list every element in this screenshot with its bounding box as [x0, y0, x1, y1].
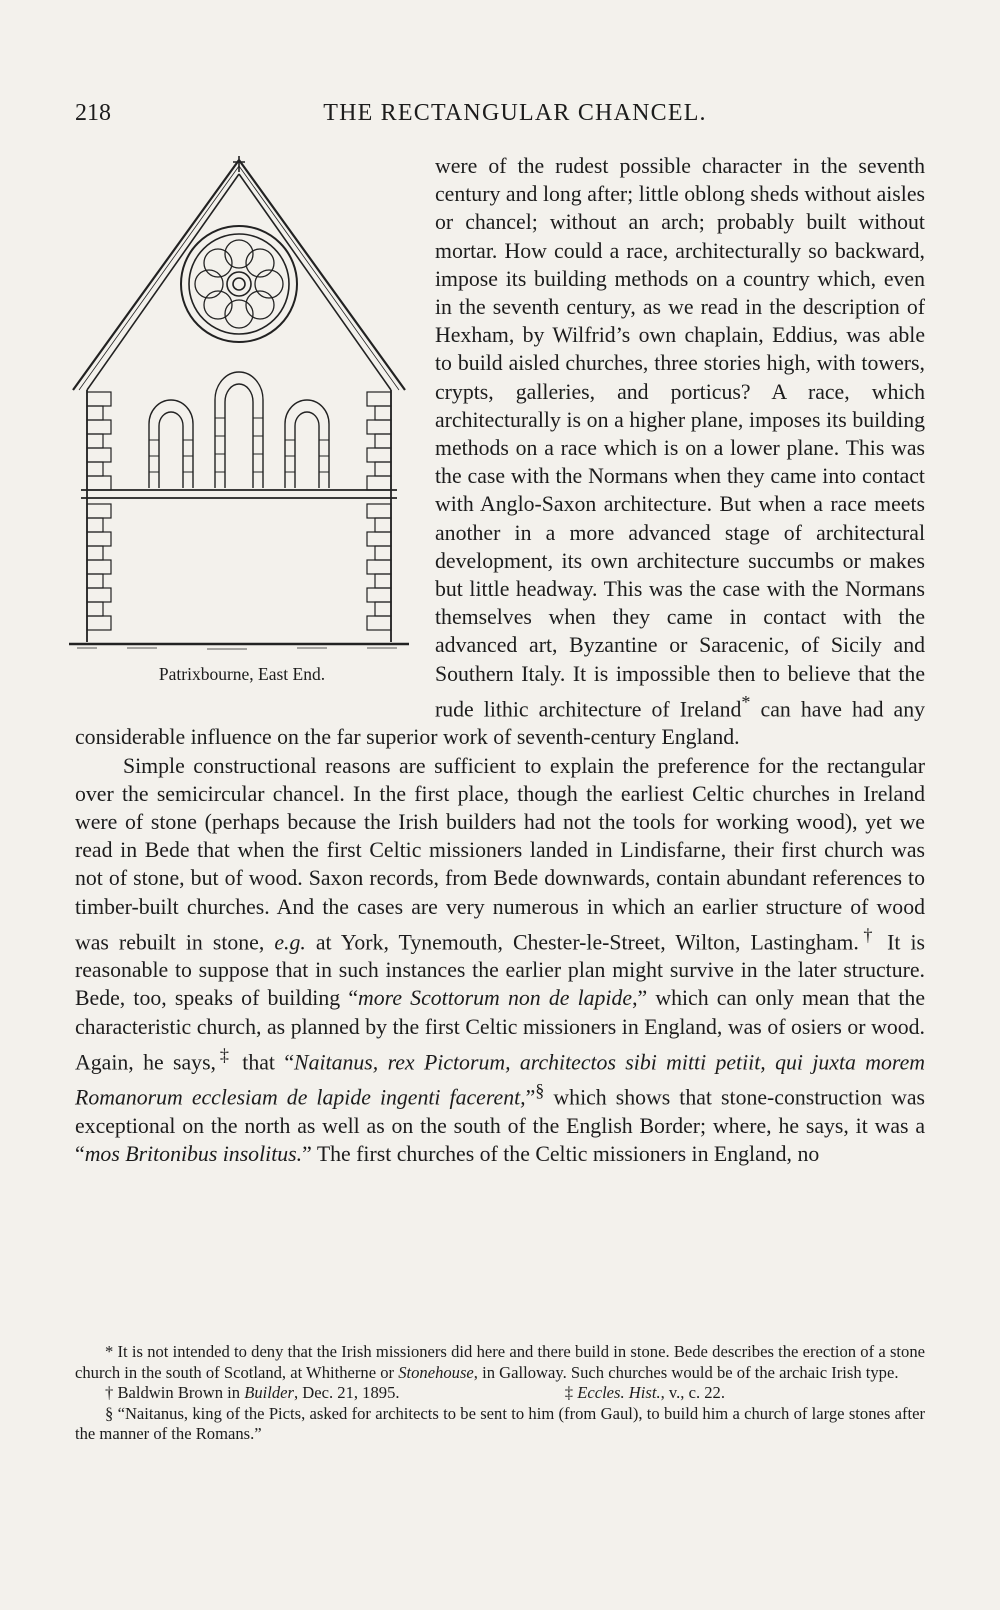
running-title: THE RECTANGULAR CHANCEL. [323, 100, 707, 126]
footnote-3-text-b: , v., c. 22. [660, 1383, 725, 1402]
body-text [75, 152, 925, 1168]
footnote-1-text-b: , in Galloway. Such churches would be of the archaic Irish type. [473, 1362, 899, 1382]
footnote-1 [75, 1342, 925, 1383]
footnote-2-text-a: † Baldwin Brown in [105, 1383, 245, 1402]
page-number: 218 [75, 100, 111, 126]
figure-patrixbourne [67, 152, 417, 692]
footnote-mark-section: § [535, 1080, 545, 1101]
paragraph-1 [75, 152, 925, 752]
footnote-3 [565, 1383, 925, 1404]
running-head [75, 100, 925, 136]
footnotes [75, 1342, 925, 1445]
footnote-1-italic: Stonehouse [398, 1362, 474, 1382]
paragraph-2-text-d: ,” which can only mean that the characteristic church, as planned by the first Celtic missioners in England, was of osiers or wood. Again, he says, [75, 986, 926, 1075]
paragraph-2 [75, 752, 925, 1169]
footnote-row-2-3 [75, 1383, 925, 1404]
paragraph-2-text-h: ” The first churches of the Celtic missioners in England, no [302, 1141, 820, 1166]
figure-caption: Patrixbourne, East End. [158, 664, 326, 684]
footnote-2-text-b: , Dec. 21, 1895. [293, 1383, 400, 1402]
footnote-mark-asterisk: * [741, 691, 751, 712]
paragraph-2-text-f: ” [525, 1085, 536, 1110]
paragraph-2-text-c: It is reasonable to suppose that in such instances the earlier plan might survive in the later structure. Bede, too, speaks of building “ [75, 930, 925, 1011]
paragraph-1-text: were of the rudest possible character in the seventh century and long after; little oblong sheds without aisles or chancel; without an arch; probably built without mortar. How could a race, architecturally so backward, impose its building methods on a country which, even in the seventh century, as we read in the description of Hexham, by Wilfrid’s own chaplain, Eddius, was able to build aisled churches, three stories high, with towers, crypts, galleries, and porticus? A race, which architecturally is on a higher plane, imposes its building methods on a race which is on a lower plane. This was the case with the Normans when they came into contact with Anglo-Saxon architecture. But when a race meets another in a more advanced stage of architectural development, its own architecture succumbs or makes but little headway. This was the case with the Normans themselves when they came in contact with the advanced art, Byzantine or Saracenic, of Sicily and Southern Italy. It is impossible then to believe that the rude lithic architecture of Ireland [435, 154, 925, 722]
paragraph-2-text-g: which shows that stone-construction was exceptional on the north as well as on the south of the English Border; where, he says, it was a “ [75, 1085, 925, 1166]
footnote-mark-double-dagger: ‡ [216, 1044, 233, 1065]
footnote-4: § “Naitanus, king of the Picts, asked for architects to be sent to him (from Gaul), to build him a church of large stones after the manner of the Romans.” [75, 1403, 925, 1443]
footnote-2 [105, 1383, 500, 1404]
paragraph-2-text-a: Simple constructional reasons are sufficient to explain the preference for the rectangular over the semicircular chancel. In the first place, though the earliest Celtic churches in Ireland were of stone (perhaps because the Irish builders had not the tools for working wood), yet we read in Bede that when the first Celtic missioners landed in Lindisfarne, their first church was not of stone, but of wood. Saxon records, from Bede downwards, contain abundant references to timber-built churches. And the cases are very numerous in which an earlier structure of wood was rebuilt in stone, [75, 753, 925, 955]
latin-quote-1: more Scottorum non de lapide [358, 986, 633, 1011]
paragraph-2-text-b: at York, Tynemouth, Chester-le-Street, Wilton, Lastingham. [305, 930, 859, 955]
paragraph-1-end: can have had any considerable influence on the far superior work of seventh-century England. [75, 697, 925, 750]
church-east-end-drawing [67, 152, 417, 662]
footnote-3-italic: Eccles. Hist. [577, 1383, 661, 1402]
footnote-2-italic: Builder [244, 1383, 294, 1402]
paragraph-2-text-e: that “ [232, 1050, 295, 1075]
italic-eg: e.g. [274, 930, 306, 955]
latin-quote-2: Naitanus, rex Pictorum, architectos sibi mitti petiit, qui juxta morem Romanorum ecclesiam de lapide ingenti facerent, [75, 1050, 925, 1110]
footnote-mark-dagger: † [858, 924, 878, 945]
latin-quote-3: mos Britonibus insolitus. [84, 1141, 303, 1166]
footnote-3-text-a: ‡ [564, 1383, 578, 1402]
footnote-1-text-a: * It is not intended to deny that the Irish missioners did here and there build in stone. Bede describes the erection of a stone church in the south of Scotland, at Whitherne or [75, 1342, 925, 1382]
